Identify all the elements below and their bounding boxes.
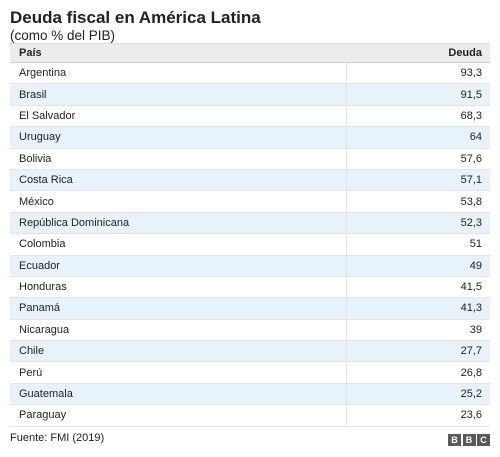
table-row (10, 63, 490, 84)
column-header-debt: Deuda (448, 47, 482, 59)
table-row (10, 170, 490, 191)
debt-value-cell: 25,2 (460, 388, 482, 401)
table-body (10, 63, 490, 427)
source-note: Fuente: FMI (2019) (10, 432, 105, 444)
bbc-logo-letter: B (448, 434, 461, 446)
table-row (10, 84, 490, 105)
debt-value-cell: 23,6 (460, 409, 482, 422)
debt-value-cell: 91,5 (460, 88, 482, 101)
debt-value-cell: 57,6 (460, 152, 482, 165)
debt-value-cell: 41,5 (460, 281, 482, 294)
debt-table (10, 43, 490, 427)
debt-value-cell: 93,3 (460, 67, 482, 80)
country-cell: República Dominicana (10, 213, 347, 233)
column-header-country: País (19, 47, 42, 59)
debt-value-cell: 64 (469, 131, 482, 144)
country-cell: Chile (10, 341, 347, 361)
country-cell: El Salvador (10, 106, 347, 126)
country-cell: Uruguay (10, 127, 347, 147)
debt-value-cell: 51 (469, 238, 482, 251)
country-cell: Panamá (10, 298, 347, 318)
debt-value-cell: 49 (469, 259, 482, 272)
debt-value-cell: 52,3 (460, 216, 482, 229)
table-row (10, 106, 490, 127)
debt-value-cell: 41,3 (460, 302, 482, 315)
table-row (10, 384, 490, 405)
country-cell: Costa Rica (10, 170, 347, 190)
table-row (10, 191, 490, 212)
country-cell: Ecuador (10, 256, 347, 276)
table-row (10, 320, 490, 341)
table-row (10, 405, 490, 426)
debt-value-cell: 26,8 (460, 366, 482, 379)
table-row (10, 277, 490, 298)
debt-value-cell: 53,8 (460, 195, 482, 208)
country-cell: Perú (10, 362, 347, 382)
country-cell: Bolivia (10, 149, 347, 169)
debt-value-cell: 39 (469, 323, 482, 336)
table-row (10, 127, 490, 148)
table-row (10, 362, 490, 383)
bbc-logo-letter: C (477, 434, 490, 446)
country-cell: Paraguay (10, 405, 347, 425)
debt-value-cell: 57,1 (460, 174, 482, 187)
country-cell: Nicaragua (10, 320, 347, 340)
bbc-logo-letter: B (463, 434, 476, 446)
table-header-row (10, 44, 490, 63)
table-row (10, 234, 490, 255)
country-cell: Brasil (10, 84, 347, 104)
country-cell: Guatemala (10, 384, 347, 404)
country-cell: Argentina (10, 63, 347, 83)
debt-value-cell: 27,7 (460, 345, 482, 358)
debt-value-cell: 68,3 (460, 109, 482, 122)
chart-subtitle: (como % del PIB) (10, 28, 116, 43)
table-row (10, 341, 490, 362)
country-cell: Colombia (10, 234, 347, 254)
chart-title: Deuda fiscal en América Latina (10, 8, 261, 27)
bbc-logo (448, 434, 490, 446)
country-cell: México (10, 191, 347, 211)
table-row (10, 213, 490, 234)
table-row (10, 149, 490, 170)
table-row (10, 298, 490, 319)
table-row (10, 256, 490, 277)
country-cell: Honduras (10, 277, 347, 297)
